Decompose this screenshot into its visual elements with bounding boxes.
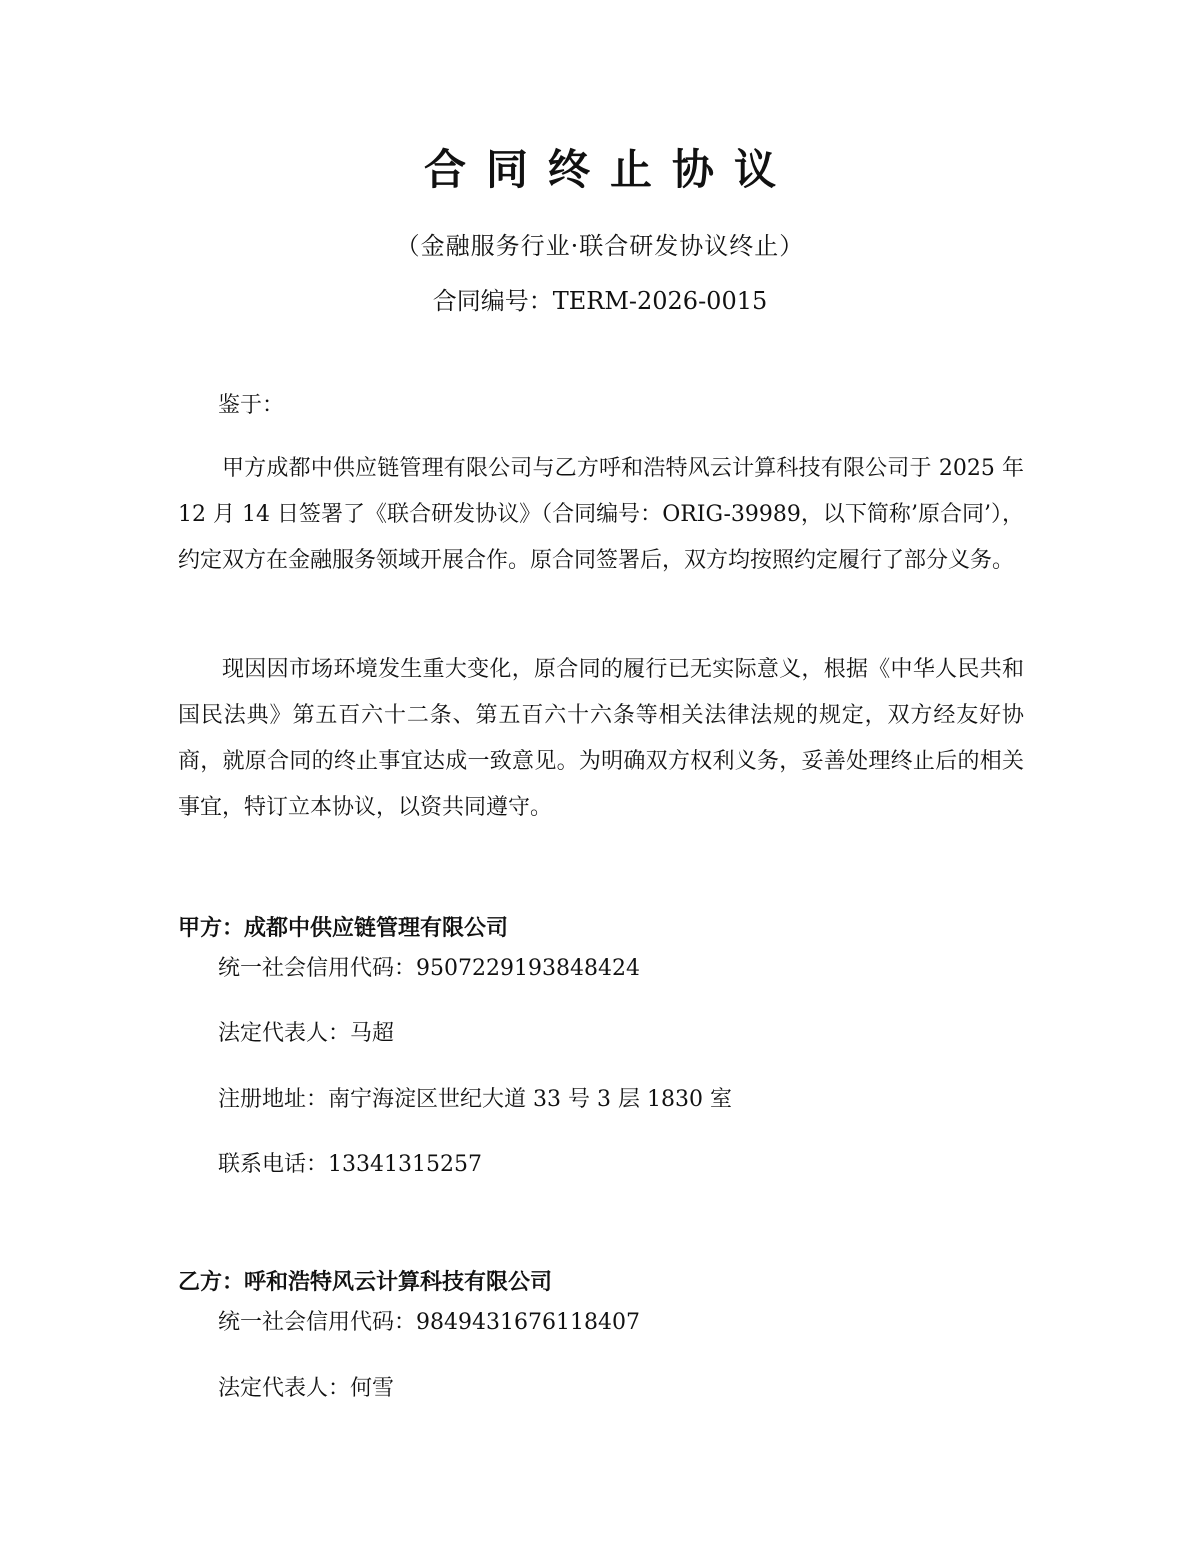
party-b-credit-code: 统一社会信用代码：9849431676118407	[218, 1310, 640, 1335]
recital-paragraph-2: 现因因市场环境发生重大变化，原合同的履行已无实际意义，根据《中华人民共和国民法典》第五百六十二条、第五百六十六条等相关法律法规的规定，双方经友好协商，就原合同的终止事宜达成一致意见。为明确双方权利义务，妥善处理终止后的相关事宜，特订立本协议，以资共同遵守。	[178, 657, 1024, 820]
party-b-legal-representative: 法定代表人：何雪	[218, 1376, 395, 1401]
party-b-heading: 乙方：呼和浩特风云计算科技有限公司	[178, 1270, 553, 1295]
party-a-credit-code: 统一社会信用代码：9507229193848424	[218, 956, 640, 981]
document-subtitle: （金融服务行业·联合研发协议终止）	[395, 232, 805, 260]
recital-paragraph-1: 甲方成都中供应链管理有限公司与乙方呼和浩特风云计算科技有限公司于 2025 年 12 月 14 日签署了《联合研发协议》（合同编号：ORIG-39989，以下简称’原合同’），约定双方在金融服务领域开展合作。原合同签署后，双方均按照约定履行了部分义务。	[178, 456, 1024, 573]
party-a-address: 注册地址：南宁海淀区世纪大道 33 号 3 层 1830 室	[218, 1087, 732, 1112]
party-a-legal-representative: 法定代表人：马超	[218, 1021, 395, 1046]
contract-number: 合同编号：TERM-2026-0015	[432, 287, 768, 315]
whereas-label: 鉴于：	[218, 393, 285, 418]
party-a-phone: 联系电话：13341315257	[218, 1152, 482, 1177]
party-a-heading: 甲方：成都中供应链管理有限公司	[178, 916, 509, 941]
document-title: 合同终止协议	[423, 145, 796, 194]
